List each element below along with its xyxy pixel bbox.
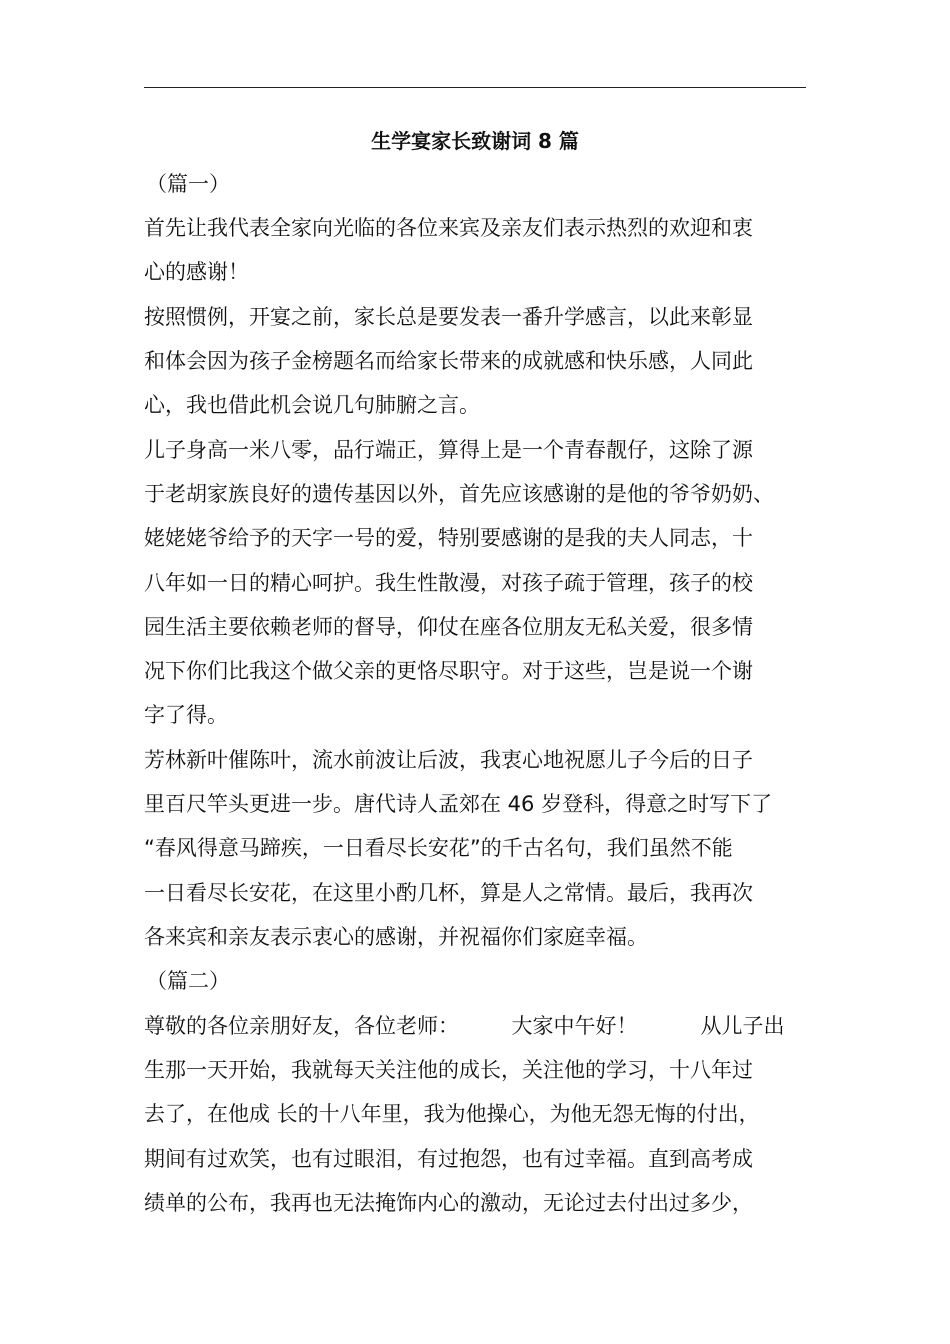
paragraph-line: 首先让我代表全家向光临的各位来宾及亲友们表示热烈的欢迎和衷 [144,216,753,240]
paragraph-line: 园生活主要依赖老师的督导，仰仗在座各位朋友无私关爱，很多情 [144,615,753,639]
paragraph-line: 和体会因为孩子金榜题名而给家长带来的成就感和快乐感，人同此 [144,349,753,373]
paragraph-line: 期间有过欢笑，也有过眼泪，有过抱怨，也有过幸福。直到高考成 [144,1147,753,1171]
paragraph-line: 各来宾和亲友表示衷心的感谢，并祝福你们家庭幸福。 [144,925,648,949]
paragraph-line: 芳林新叶催陈叶，流水前波让后波，我衷心地祝愿儿子今后的日子 [144,748,753,772]
paragraph-line: 按照惯例，开宴之前，家长总是要发表一番升学感言，以此来彰显 [144,305,753,329]
paragraph-line: “春风得意马蹄疾，一日看尽长安花”的千古名句，我们虽然不能 [144,836,733,860]
paragraph-line: 心的感谢！ [144,260,249,284]
paragraph-line: 字了得。 [144,703,228,727]
header-rule [144,87,806,88]
paragraph-line: 儿子身高一米八零，品行端正，算得上是一个青春靓仔，这除了源 [144,438,753,462]
section-heading: （篇一） [146,172,230,196]
paragraph-line: 生那一天开始，我就每天关注他的成长，关注他的学习，十八年过 [144,1058,753,1082]
paragraph-line: 尊敬的各位亲朋好友，各位老师： 大家中午好！ 从儿子出 [144,1014,785,1038]
paragraph-line: 姥姥姥爷给予的天字一号的爱，特别要感谢的是我的夫人同志，十 [144,526,753,550]
paragraph-line: 心，我也借此机会说几句肺腑之言。 [144,393,480,417]
paragraph-line: 去了，在他成 长的十八年里，我为他操心，为他无怨无悔的付出， [144,1102,760,1126]
paragraph-line: 里百尺竿头更进一步。唐代诗人孟郊在 46 岁登科，得意之时写下了 [144,792,773,816]
paragraph-line: 一日看尽长安花，在这里小酌几杯，算是人之常情。最后，我再次 [144,881,753,905]
paragraph-line: 八年如一日的精心呵护。我生性散漫，对孩子疏于管理，孩子的校 [144,571,753,595]
paragraph-line: 况下你们比我这个做父亲的更恪尽职守。对于这些，岂是说一个谢 [144,659,753,683]
paragraph-line: 于老胡家族良好的遗传基因以外，首先应该感谢的是他的爷爷奶奶、 [144,482,774,506]
section-heading: （篇二） [146,969,230,993]
document-title: 生学宴家长致谢词 8 篇 [371,129,579,153]
paragraph-line: 绩单的公布，我再也无法掩饰内心的激动，无论过去付出过多少， [144,1191,753,1215]
